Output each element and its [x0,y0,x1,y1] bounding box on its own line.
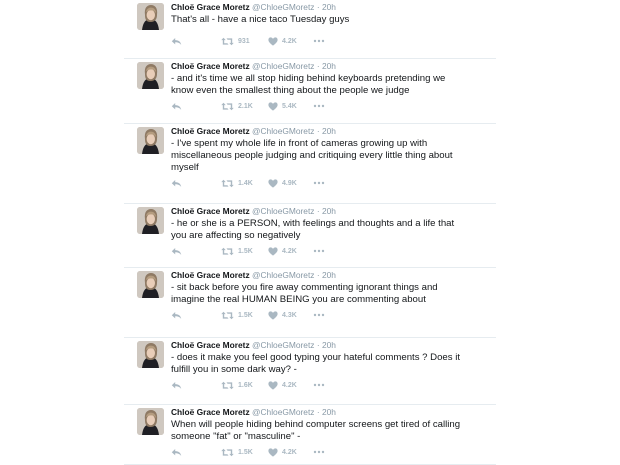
tweet-text-line: - sit back before you fire away commenting ignorant things and [171,282,438,293]
tweet-header [171,61,492,72]
avatar[interactable] [137,3,164,30]
more-icon [313,181,325,185]
more-options-button[interactable] [313,446,325,458]
retweet-count: 2.1K [238,102,253,110]
reply-button[interactable] [171,35,182,47]
author-name[interactable]: Chloë Grace Moretz [171,206,250,216]
retweet-count: 931 [238,37,250,45]
tweet-text [171,73,492,97]
separator-dot: · [316,407,320,417]
reply-icon [171,179,182,188]
tweet-content [171,340,492,376]
avatar[interactable] [137,408,164,435]
tweet-text-line: imagine the real HUMAN BEING you are commenting about [171,294,426,306]
tweet[interactable] [124,338,496,405]
retweet-icon [221,37,234,46]
retweet-button[interactable] [221,245,253,257]
like-count: 4.2K [282,247,297,255]
tweet-text-line: know even the smallest thing about the people we judge [171,85,410,97]
retweet-button[interactable] [221,177,253,189]
avatar[interactable] [137,62,164,89]
reply-icon [171,311,182,320]
tweet[interactable] [124,405,496,465]
author-name[interactable]: Chloë Grace Moretz [171,270,250,280]
author-handle[interactable]: @ChloeGMoretz [251,407,315,417]
author-handle[interactable]: @ChloeGMoretz [251,270,315,280]
reply-button[interactable] [171,245,182,257]
more-icon [313,249,325,253]
like-count: 4.2K [282,381,297,389]
tweet-actions [171,100,371,112]
tweet-actions [171,245,371,257]
author-name[interactable]: Chloë Grace Moretz [171,407,250,417]
author-name[interactable]: Chloë Grace Moretz [171,126,250,136]
like-count: 5.4K [282,102,297,110]
more-icon [313,450,325,454]
tweet-timestamp[interactable]: 20h [321,270,336,280]
heart-icon [268,247,278,256]
retweet-icon [221,381,234,390]
reply-button[interactable] [171,379,182,391]
tweet-header [171,340,492,351]
tweet-text-line: myself [171,162,199,174]
like-count: 4.3K [282,311,297,319]
tweet-actions [171,177,371,189]
tweet-content [171,126,492,175]
retweet-button[interactable] [221,100,253,112]
tweet[interactable] [124,268,496,338]
tweet-text-line: someone "fat" or "masculine" - [171,431,301,443]
like-button[interactable] [268,309,297,321]
tweet-header [171,206,492,217]
reply-icon [171,448,182,457]
tweet-text-line: miscellaneous people judging and critiquing every little thing about [171,150,453,162]
tweet-timestamp[interactable]: 20h [321,61,336,71]
tweet-content [171,407,492,443]
reply-button[interactable] [171,446,182,458]
tweet-content [171,61,492,97]
more-options-button[interactable] [313,309,325,321]
tweet-header [171,2,492,13]
tweet-header [171,270,492,281]
tweet-text-line: That's all - have a nice taco Tuesday guys [171,14,350,25]
author-handle[interactable]: @ChloeGMoretz [251,126,315,136]
tweet-text [171,138,492,175]
retweet-count: 1.6K [238,381,253,389]
tweet-text-line: - and it's time we all stop hiding behind keyboards pretending we [171,73,446,84]
tweet-text-line: fulfill you in some dark way? - [171,364,297,376]
avatar[interactable] [137,271,164,298]
tweet-timestamp[interactable]: 20h [321,2,336,12]
tweet-actions [171,309,371,321]
retweet-icon [221,179,234,188]
reply-button[interactable] [171,100,182,112]
avatar[interactable] [137,341,164,368]
tweet-text [171,14,492,26]
like-count: 4.2K [282,448,297,456]
avatar[interactable] [137,127,164,154]
tweet-header [171,407,492,418]
more-icon [313,313,325,317]
retweet-count: 1.5K [238,311,253,319]
retweet-icon [221,448,234,457]
author-name[interactable]: Chloë Grace Moretz [171,61,250,71]
reply-icon [171,247,182,256]
tweet-text-line: - he or she is a PERSON, with feelings and thoughts and a life that [171,218,455,229]
tweet-content [171,206,492,242]
tweet-content [171,270,492,306]
tweet-header [171,126,492,137]
like-button[interactable] [268,379,297,391]
tweet-text [171,419,492,443]
tweet-text-line: you are affecting so negatively [171,230,301,242]
retweet-icon [221,102,234,111]
tweet-text-line: - does it make you feel good typing your hateful comments ? Does it [171,352,461,363]
like-button[interactable] [268,100,297,112]
separator-dot: · [316,61,320,71]
tweet[interactable] [124,124,496,204]
tweet-text [171,352,492,376]
like-count: 4.9K [282,179,297,187]
avatar[interactable] [137,207,164,234]
retweet-button[interactable] [221,309,253,321]
author-handle[interactable]: @ChloeGMoretz [251,206,315,216]
tweet-actions [171,379,371,391]
retweet-icon [221,311,234,320]
heart-icon [268,448,278,457]
separator-dot: · [316,2,320,12]
like-button[interactable] [268,245,297,257]
more-icon [313,39,325,43]
tweet-timestamp[interactable]: 20h [321,206,336,216]
retweet-button[interactable] [221,446,253,458]
more-icon [313,104,325,108]
heart-icon [268,311,278,320]
reply-icon [171,381,182,390]
tweet[interactable] [124,59,496,124]
like-button[interactable] [268,177,297,189]
tweet-actions [171,35,371,47]
more-options-button[interactable] [313,177,325,189]
separator-dot: · [316,270,320,280]
tweet[interactable] [124,204,496,268]
like-count: 4.2K [282,37,297,45]
more-options-button[interactable] [313,379,325,391]
author-name[interactable]: Chloë Grace Moretz [171,2,250,12]
more-options-button[interactable] [313,35,325,47]
author-handle[interactable]: @ChloeGMoretz [251,340,315,350]
tweet[interactable] [124,0,496,59]
tweet-timestamp[interactable]: 20h [321,340,336,350]
more-icon [313,383,325,387]
retweet-button[interactable] [221,35,250,47]
reply-button[interactable] [171,177,182,189]
tweet-text [171,282,492,306]
reply-icon [171,102,182,111]
tweet-timestamp[interactable]: 20h [321,407,336,417]
tweet-timestamp[interactable]: 20h [321,126,336,136]
heart-icon [268,179,278,188]
retweet-count: 1.4K [238,179,253,187]
tweet-text-line: - I've spent my whole life in front of cameras growing up with [171,138,428,149]
separator-dot: · [316,340,320,350]
retweet-button[interactable] [221,379,253,391]
retweet-icon [221,247,234,256]
author-handle[interactable]: @ChloeGMoretz [251,2,315,12]
author-name[interactable]: Chloë Grace Moretz [171,340,250,350]
more-options-button[interactable] [313,245,325,257]
tweet-actions [171,446,371,458]
tweet-content [171,2,492,26]
like-button[interactable] [268,35,297,47]
like-button[interactable] [268,446,297,458]
reply-icon [171,37,182,46]
more-options-button[interactable] [313,100,325,112]
tweet-text-line: When will people hiding behind computer screens get tired of calling [171,419,461,430]
heart-icon [268,37,278,46]
heart-icon [268,102,278,111]
heart-icon [268,381,278,390]
retweet-count: 1.5K [238,448,253,456]
author-handle[interactable]: @ChloeGMoretz [251,61,315,71]
separator-dot: · [316,126,320,136]
reply-button[interactable] [171,309,182,321]
tweet-text [171,218,492,242]
separator-dot: · [316,206,320,216]
retweet-count: 1.5K [238,247,253,255]
